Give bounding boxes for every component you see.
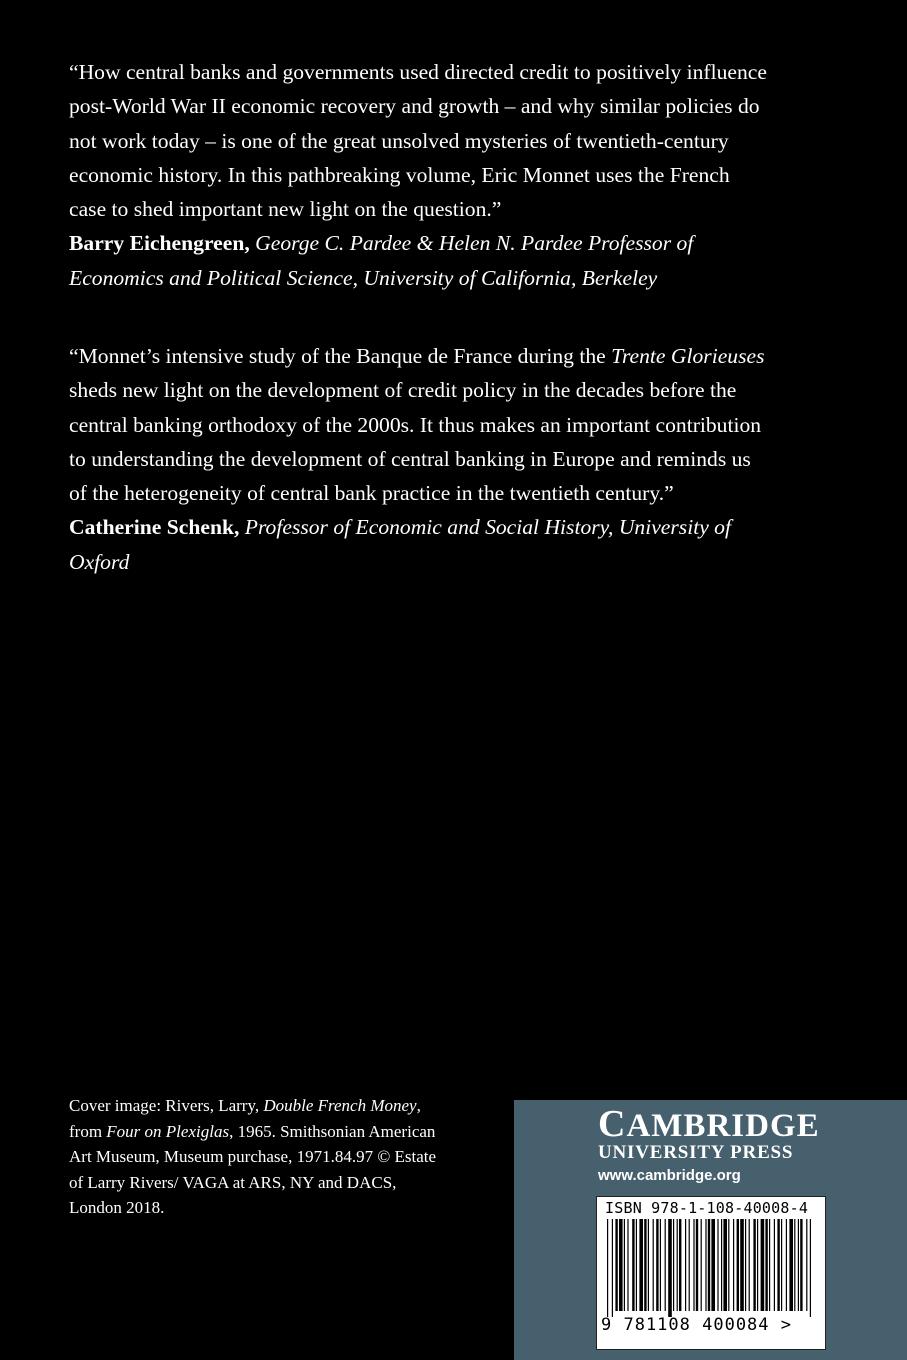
quote-attribution xyxy=(69,510,769,579)
quote-author: Barry Eichengreen, xyxy=(69,231,250,256)
barcode-bar xyxy=(740,1219,744,1311)
quote-text xyxy=(69,344,764,505)
cover-image-credit xyxy=(69,1093,449,1221)
barcode-bar xyxy=(781,1219,782,1311)
barcode-bar xyxy=(696,1219,698,1311)
barcode-bar xyxy=(728,1219,729,1311)
barcode-bar xyxy=(660,1219,661,1311)
barcode-bar xyxy=(679,1219,681,1311)
barcode-bar xyxy=(761,1219,765,1311)
barcode-bar xyxy=(737,1219,739,1311)
barcode-bar xyxy=(668,1219,672,1317)
barcode-bar xyxy=(733,1219,734,1311)
barcode-bar xyxy=(765,1219,767,1311)
quote-affiliation: George C. Pardee & Helen N. Pardee Professor of Economics and Political Science, University of California, Berkeley xyxy=(69,231,694,290)
artwork-series: Four on Plexiglas xyxy=(106,1121,230,1141)
barcode-bar xyxy=(774,1219,775,1311)
barcode-bar xyxy=(624,1219,625,1311)
barcode-bar xyxy=(619,1219,623,1311)
barcode-bar xyxy=(810,1219,811,1317)
barcode-bar xyxy=(769,1219,770,1311)
barcode-bar xyxy=(689,1219,690,1311)
barcode-bar xyxy=(665,1219,666,1311)
quote-text-end: sheds new light on the development of credit policy in the decades before the central banking orthodoxy of the 2000s. It thus makes an important contribution to understanding the development of central banking in Europe and reminds us of the heterogeneity of central bank practice in the twentieth century.” xyxy=(69,378,762,506)
barcode-bar xyxy=(639,1219,643,1311)
quote-text: “How central banks and governments used directed credit to positively influence post-World War II economic recovery and growth – and why similar policies do not work today – is one of the great unsolved mysteries of twentieth-century economic history. In this pathbreaking volume, Eric Monnet uses the French case to shed important new light on the question.” xyxy=(69,60,767,222)
barcode-bar xyxy=(711,1219,715,1311)
barcode-bar xyxy=(607,1219,608,1317)
barcode-bar xyxy=(656,1219,658,1311)
publisher-panel xyxy=(514,1100,907,1360)
quote-author: Catherine Schenk, xyxy=(69,515,240,540)
barcode-bar xyxy=(800,1219,802,1311)
barcode-bar xyxy=(693,1219,694,1311)
quote-attribution xyxy=(69,226,769,295)
barcode-bar xyxy=(708,1219,710,1311)
barcode-bar xyxy=(789,1219,793,1311)
credit-rest: , 1965. Smithsonian American Art Museum, Museum purchase, 1971.84.97 © Estate of Larry Rivers/ VAGA at ARS, NY and DACS, London 2018. xyxy=(69,1121,437,1217)
barcode-bar xyxy=(757,1219,758,1311)
barcode-bar xyxy=(777,1219,779,1311)
barcode-bar xyxy=(717,1219,718,1311)
quote-text-start: “Monnet’s intensive study of the Banque de France during the xyxy=(69,344,612,368)
barcode-icon xyxy=(603,1219,819,1317)
barcode-bar xyxy=(749,1219,750,1311)
artwork-title: Double French Money xyxy=(263,1096,417,1115)
barcode-bar xyxy=(798,1219,799,1311)
barcode-bar xyxy=(677,1219,678,1311)
endorsement-quote-1 xyxy=(69,55,769,295)
barcode-bar xyxy=(721,1219,722,1311)
barcode-bar xyxy=(745,1219,746,1311)
barcode-bar xyxy=(632,1219,634,1311)
barcode-bar xyxy=(673,1219,674,1311)
barcode-bar xyxy=(644,1219,646,1311)
barcode-bar xyxy=(806,1219,807,1311)
barcode-bar xyxy=(723,1219,727,1311)
barcode-bar xyxy=(636,1219,637,1311)
barcode-bar xyxy=(685,1219,686,1311)
barcode-bar xyxy=(648,1219,649,1311)
barcode-digits: 9 781108 400084 > xyxy=(601,1315,792,1335)
barcode-bar xyxy=(627,1219,628,1311)
barcode-bar xyxy=(794,1219,795,1311)
barcode-bar xyxy=(615,1219,617,1311)
logo-initial: C xyxy=(598,1103,627,1145)
publisher-logo xyxy=(598,1103,820,1145)
quote-affiliation: Professor of Economic and Social History, University of Oxford xyxy=(69,515,731,574)
barcode-bar xyxy=(612,1219,613,1317)
publisher-website: www.cambridge.org xyxy=(598,1167,741,1184)
logo-wordmark: AMBRIDGE xyxy=(626,1108,820,1144)
barcode-bar xyxy=(705,1219,706,1311)
credit-prefix: Cover image: Rivers, Larry, xyxy=(69,1096,264,1115)
barcode-bar xyxy=(753,1219,755,1311)
publisher-subtitle: UNIVERSITY PRESS xyxy=(598,1142,794,1163)
barcode-bar xyxy=(701,1219,702,1311)
isbn-barcode-box xyxy=(596,1196,826,1350)
credit-middle: , from xyxy=(69,1096,421,1141)
barcode-bar xyxy=(653,1219,654,1311)
quote-book-title: Trente Glorieuses xyxy=(611,344,765,368)
isbn-label: ISBN 978-1-108-40008-4 xyxy=(605,1199,809,1217)
endorsement-quote-2 xyxy=(69,339,769,579)
barcode-bar xyxy=(786,1219,787,1311)
